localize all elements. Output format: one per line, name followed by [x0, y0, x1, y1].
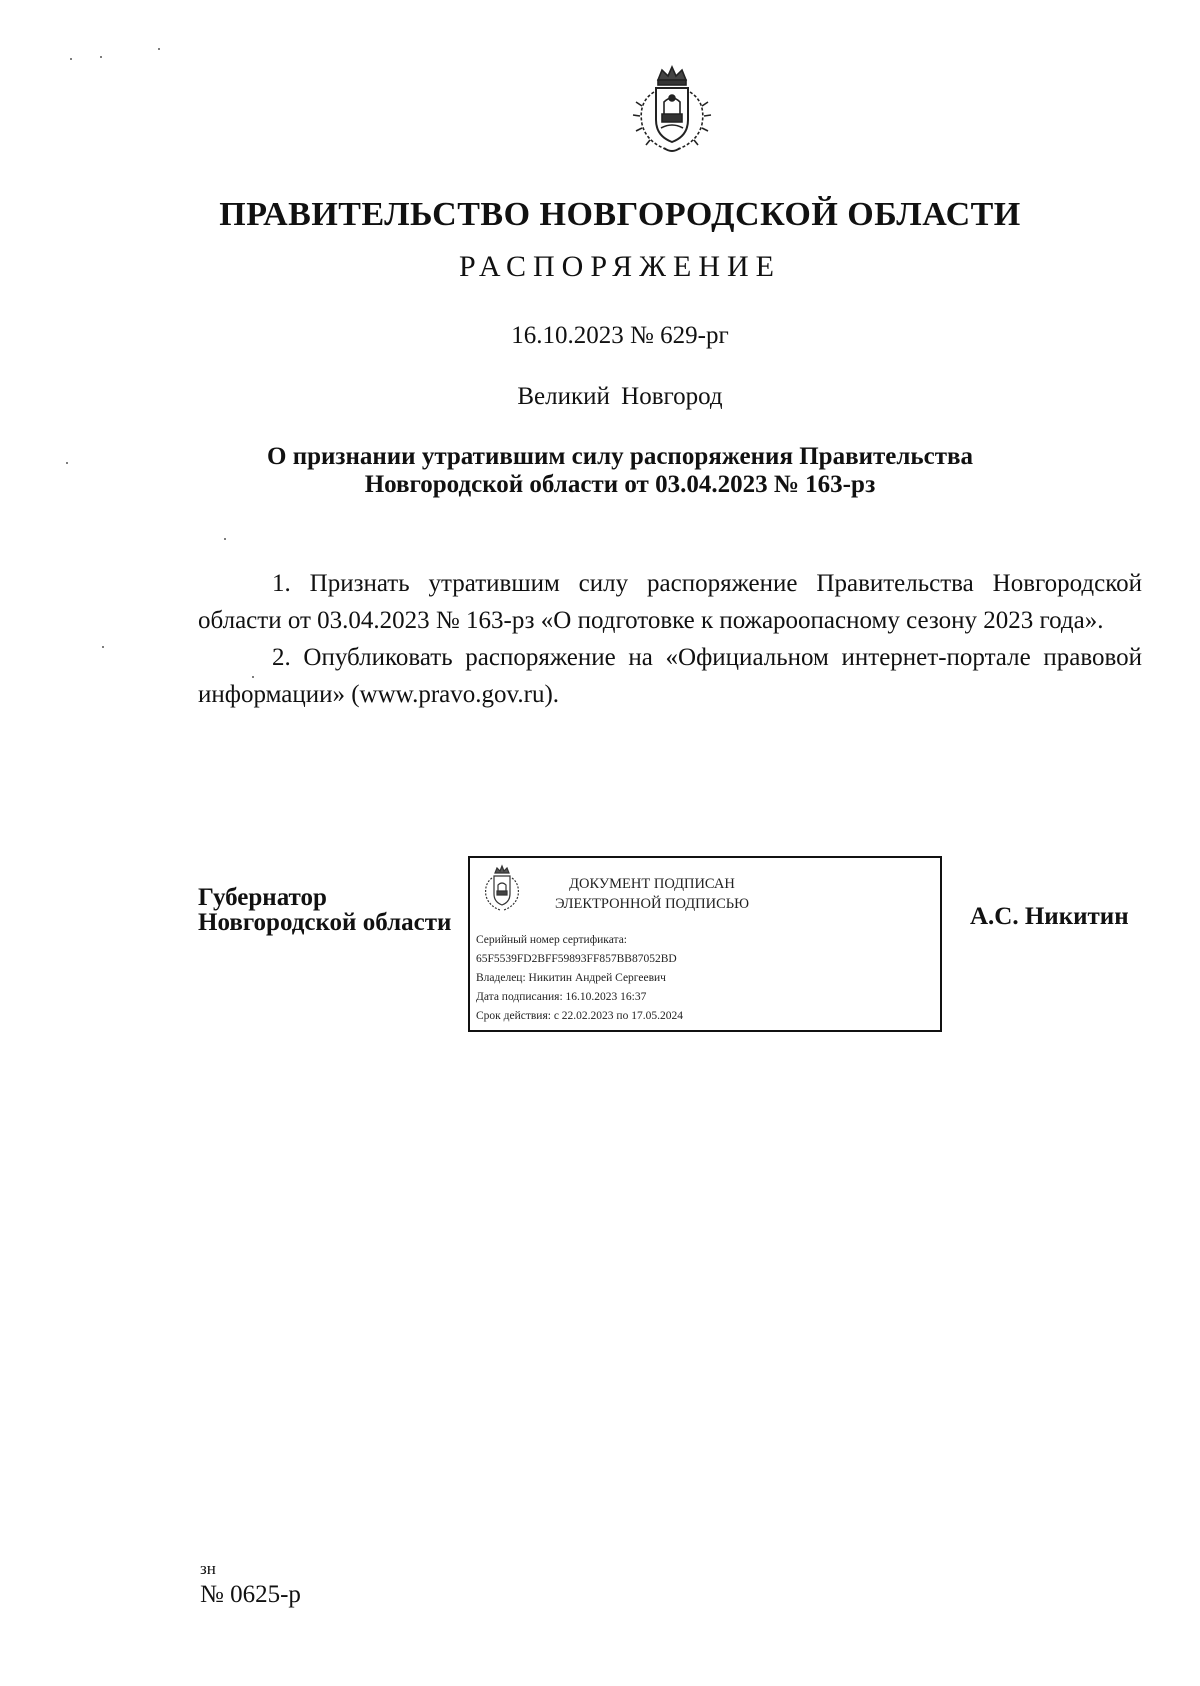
signer-title-line-2: Новгородской области — [198, 909, 452, 936]
document-type: РАСПОРЯЖЕНИЕ — [458, 250, 782, 283]
esign-serial: 65F5539FD2BFF59893FF857BB87052BD — [476, 953, 677, 965]
subject-line-1: О признании утратившим силу распоряжения Правительства — [267, 443, 973, 470]
scan-speck — [158, 48, 160, 50]
footer-number: № 0625-р — [200, 1581, 301, 1608]
scan-speck — [102, 646, 104, 648]
signer-name: А.С. Никитин — [970, 903, 1129, 930]
electronic-signature-stamp — [468, 856, 942, 1032]
coat-of-arms-icon — [628, 62, 716, 158]
document-date-number: 16.10.2023 № 629-рг — [511, 322, 729, 349]
footer-code: зн — [200, 1559, 216, 1578]
esign-serial-label: Серийный номер сертификата: — [476, 934, 627, 946]
document-city: Великий Новгород — [517, 383, 723, 410]
coat-of-arms-small-icon — [480, 864, 524, 914]
esign-owner: Владелец: Никитин Андрей Сергеевич — [476, 972, 666, 984]
document-body — [198, 565, 1142, 713]
scan-speck — [70, 58, 72, 60]
scan-speck — [66, 462, 68, 464]
esign-heading — [552, 874, 752, 914]
paragraph-1: 1. Признать утратившим силу распоряжение Правительства Новгородской области от 03.04.2023 № 163-рз «О подготовке к пожароопасному сезону 2023 года». — [198, 570, 1142, 634]
paragraph-2: 2. Опубликовать распоряжение на «Официальном интернет-портале правовой информации» (www.pravo.gov.ru). — [198, 644, 1142, 708]
esign-details — [476, 931, 683, 1026]
signer-title-line-1: Губернатор — [198, 884, 327, 911]
scan-speck — [100, 56, 102, 58]
signer-title — [198, 885, 451, 935]
subject-line-2: Новгородской области от 03.04.2023 № 163-рз — [364, 471, 876, 498]
government-title: ПРАВИТЕЛЬСТВО НОВГОРОДСКОЙ ОБЛАСТИ — [219, 196, 1021, 233]
footer-reference — [200, 1556, 301, 1608]
esign-validity: Срок действия: с 22.02.2023 по 17.05.2024 — [476, 1010, 683, 1022]
esign-signed-at: Дата подписания: 16.10.2023 16:37 — [476, 991, 647, 1003]
scan-speck — [252, 676, 254, 678]
document-subject — [0, 443, 1200, 499]
scan-speck — [224, 538, 226, 540]
esign-heading-line-2: ЭЛЕКТРОННОЙ ПОДПИСЬЮ — [554, 896, 750, 912]
esign-heading-line-1: ДОКУМЕНТ ПОДПИСАН — [569, 876, 735, 892]
